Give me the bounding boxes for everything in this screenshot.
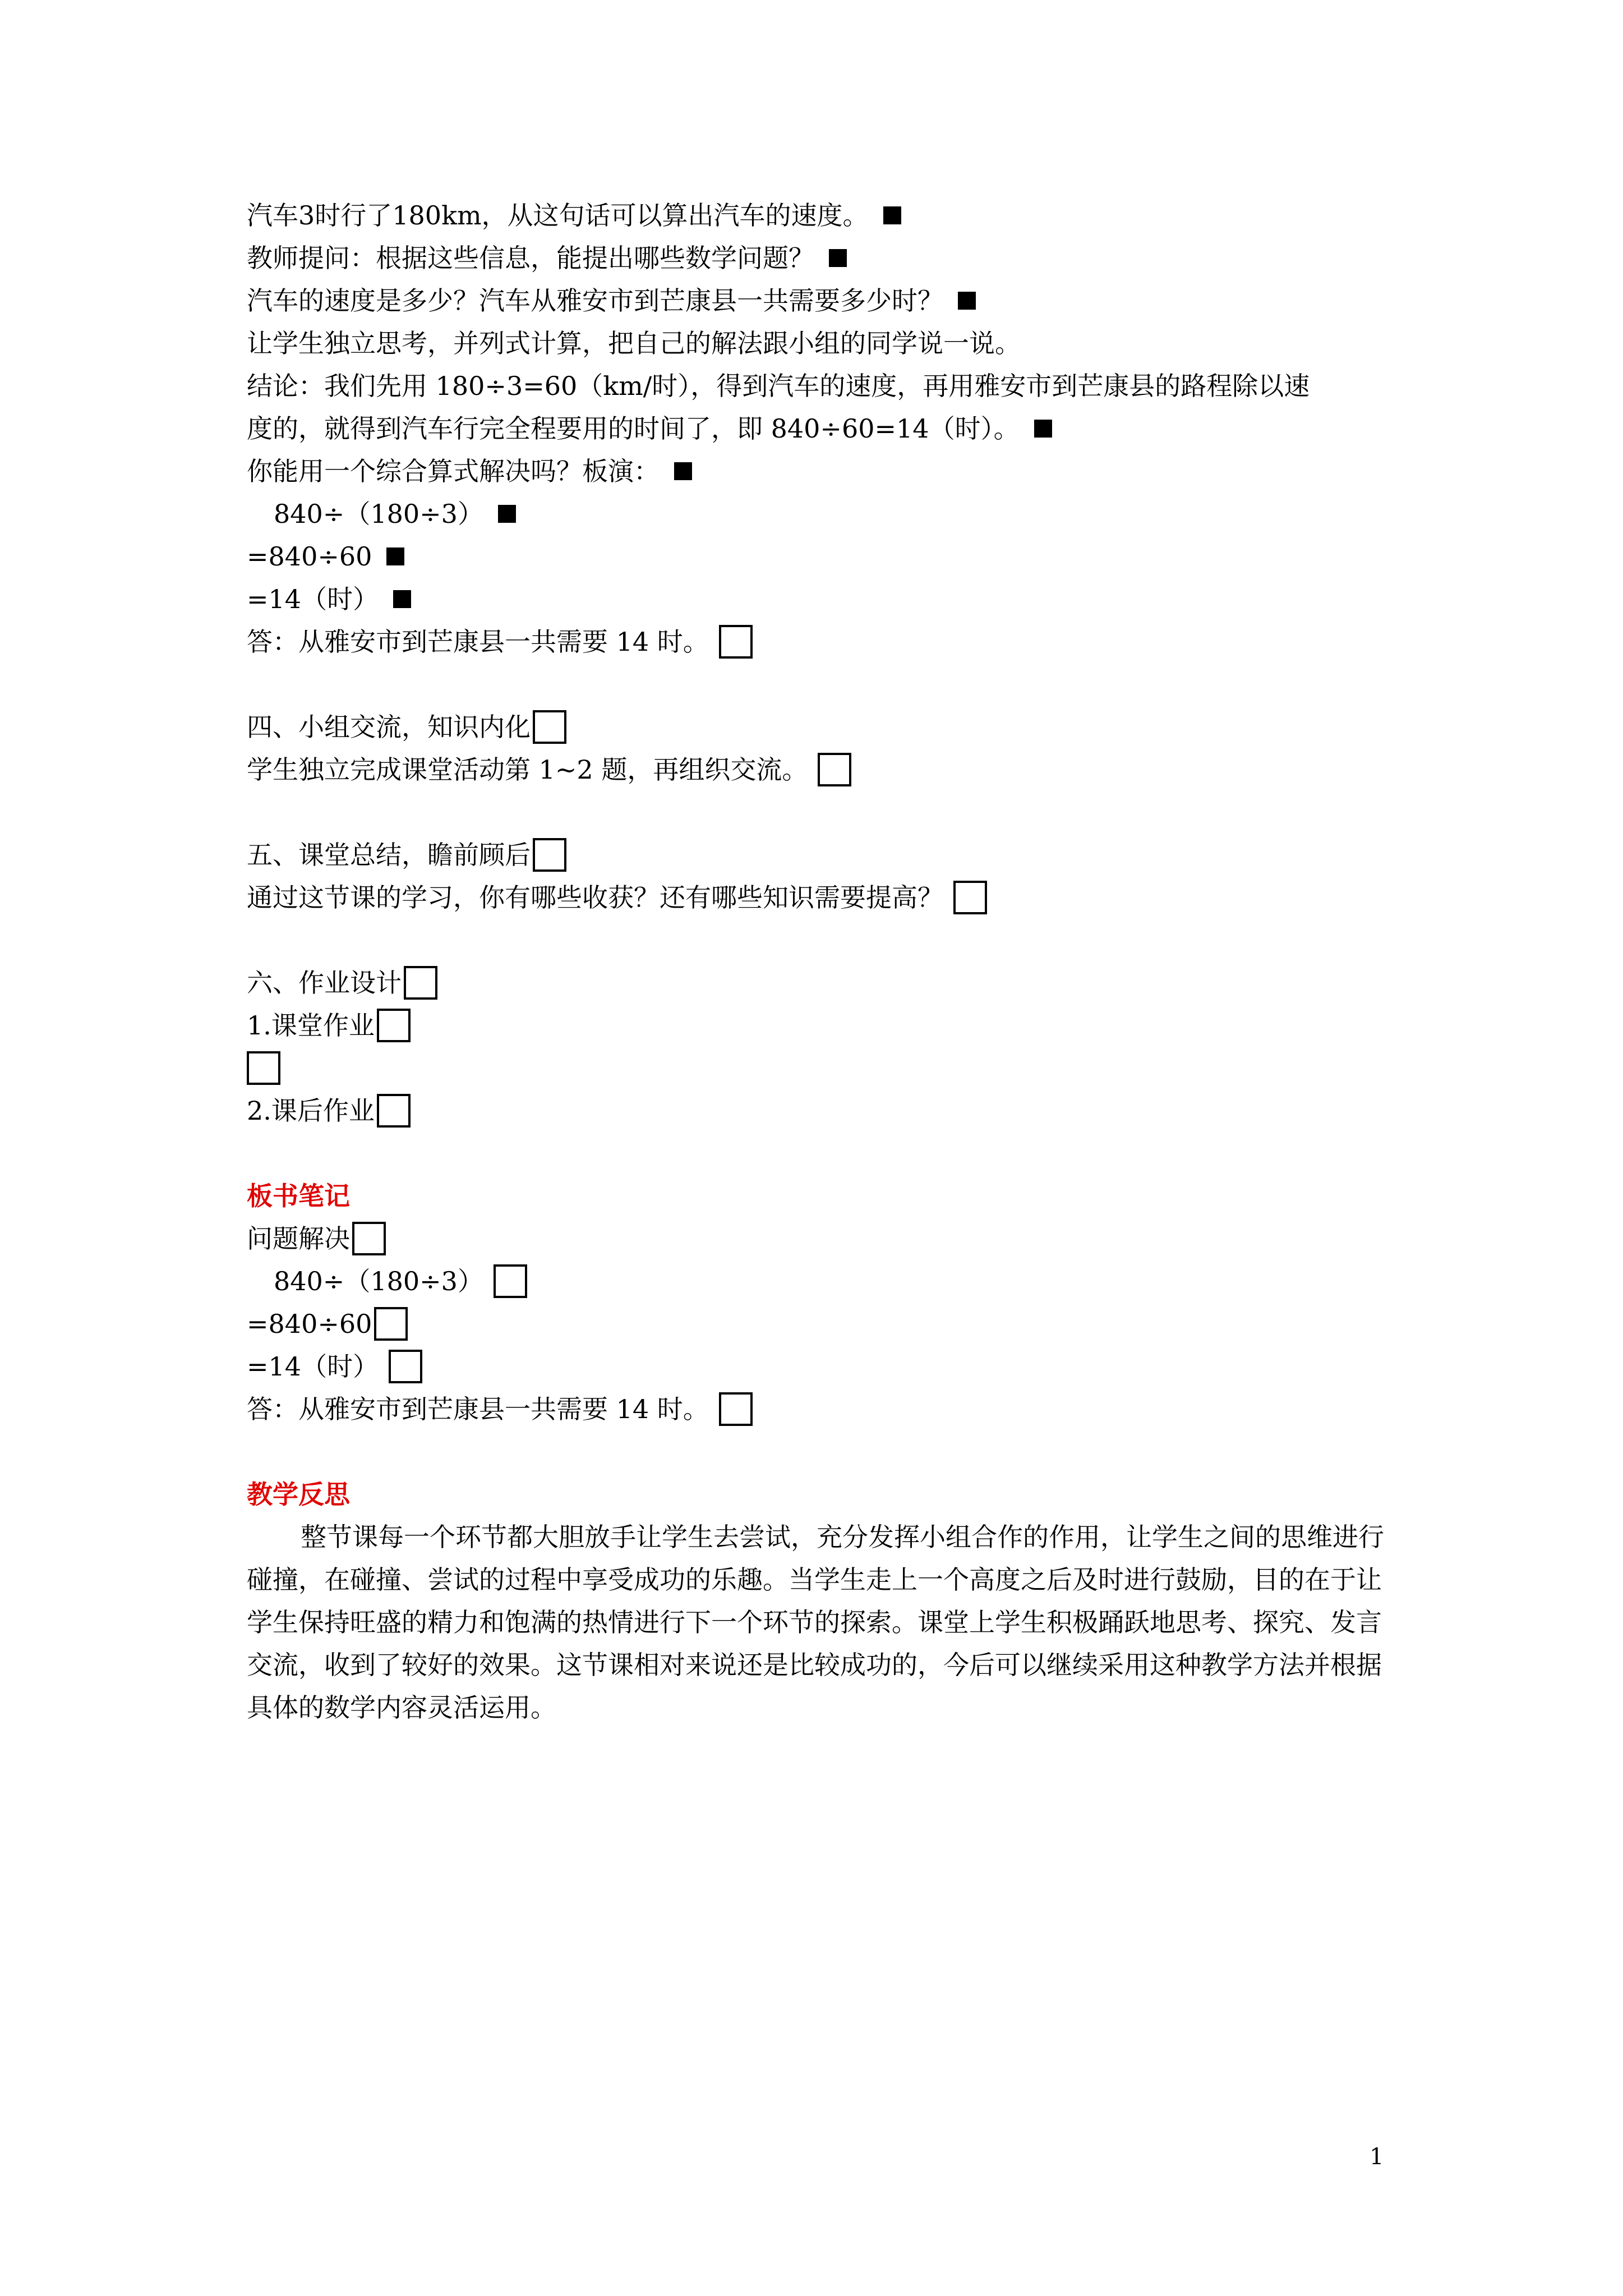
calc-answer: 答：从雅安市到芒康县一共需要 14 时。 [247,620,1391,663]
reflection-paragraph: 整节课每一个环节都大胆放手让学生去尝试，充分发挥小组合作的作用，让学生之间的思维进行碰撞，在碰撞、尝试的过程中享受成功的乐趣。当学生走上一个高度之后及时进行鼓励，目的在于让学生保持旺盛的精力和饱满的热情进行下一个环节的探索。课堂上学生积极踊跃地思考、探究、发言交流，收到了较好的效果。这节课相对来说还是比较成功的，今后可以继续采用这种教学方法并根据具体的数学内容灵活运用。 [247,1522,1384,1723]
section-4-title: 四、小组交流，知识内化 [247,706,1391,748]
board-step-3: =14（时） [247,1345,1391,1388]
page-number: 1 [1370,2144,1384,2170]
empty-checkbox-icon [374,1307,408,1341]
filled-square-marker [393,590,411,608]
empty-checkbox-icon [818,753,851,786]
empty-checkbox-icon [494,1264,527,1298]
section-6-title: 六、作业设计 [247,961,1391,1004]
empty-checkbox-icon [377,1094,411,1128]
filled-square-marker [674,462,692,480]
empty-checkbox-icon [719,625,753,659]
filled-square-marker [498,505,516,523]
section-5-text: 通过这节课的学习，你有哪些收获？还有哪些知识需要提高？ [247,876,1391,919]
section-5-title: 五、课堂总结，瞻前顾后 [247,834,1391,876]
calc-step-3: =14（时） [247,578,1391,620]
filled-square-marker [1034,420,1052,438]
board-answer: 答：从雅安市到芒康县一共需要 14 时。 [247,1388,1391,1430]
empty-checkbox-icon [533,838,566,872]
text-line: 汽车3时行了180km，从这句话可以算出汽车的速度。 [247,194,1391,237]
empty-checkbox-icon [953,881,987,914]
reflection-heading: 教学反思 [247,1479,350,1510]
calc-step-1: 840÷（180÷3） [247,493,1391,535]
section-6-blank [247,1047,1391,1089]
combined-question: 你能用一个综合算式解决吗？板演： [247,450,1391,493]
empty-checkbox-icon [389,1350,422,1383]
calc-step-2: =840÷60 [247,535,1391,578]
filled-square-marker [829,249,847,267]
empty-checkbox-icon [352,1222,386,1255]
document-body [247,194,1391,1729]
text-line: 让学生独立思考，并列式计算，把自己的解法跟小组的同学说一说。 [247,328,1021,358]
section-6-item-1: 1.课堂作业 [247,1004,1391,1047]
conclusion-line-1: 结论：我们先用 180÷3=60（km/时），得到汽车的速度，再用雅安市到芒康县的路程除以速 [247,371,1310,401]
text-line: 教师提问：根据这些信息，能提出哪些数学问题？ [247,237,1391,279]
board-step-1: 840÷（180÷3） [247,1260,1391,1303]
filled-square-marker [386,547,404,565]
text-line: 汽车的速度是多少？汽车从雅安市到芒康县一共需要多少时？ [247,279,1391,322]
conclusion-line-2: 度的，就得到汽车行完全程要用的时间了，即 840÷60=14（时）。 [247,407,1391,450]
board-step-2: =840÷60 [247,1303,1391,1345]
empty-checkbox-icon [247,1051,280,1085]
board-notes-title: 问题解决 [247,1217,1391,1260]
filled-square-marker [958,292,976,310]
filled-square-marker [883,206,901,224]
empty-checkbox-icon [377,1009,411,1042]
board-notes-heading: 板书笔记 [247,1181,350,1211]
section-6-item-2: 2.课后作业 [247,1089,1391,1132]
empty-checkbox-icon [533,710,566,744]
empty-checkbox-icon [719,1392,753,1426]
section-4-text: 学生独立完成课堂活动第 1~2 题，再组织交流。 [247,748,1391,791]
empty-checkbox-icon [404,966,437,1000]
